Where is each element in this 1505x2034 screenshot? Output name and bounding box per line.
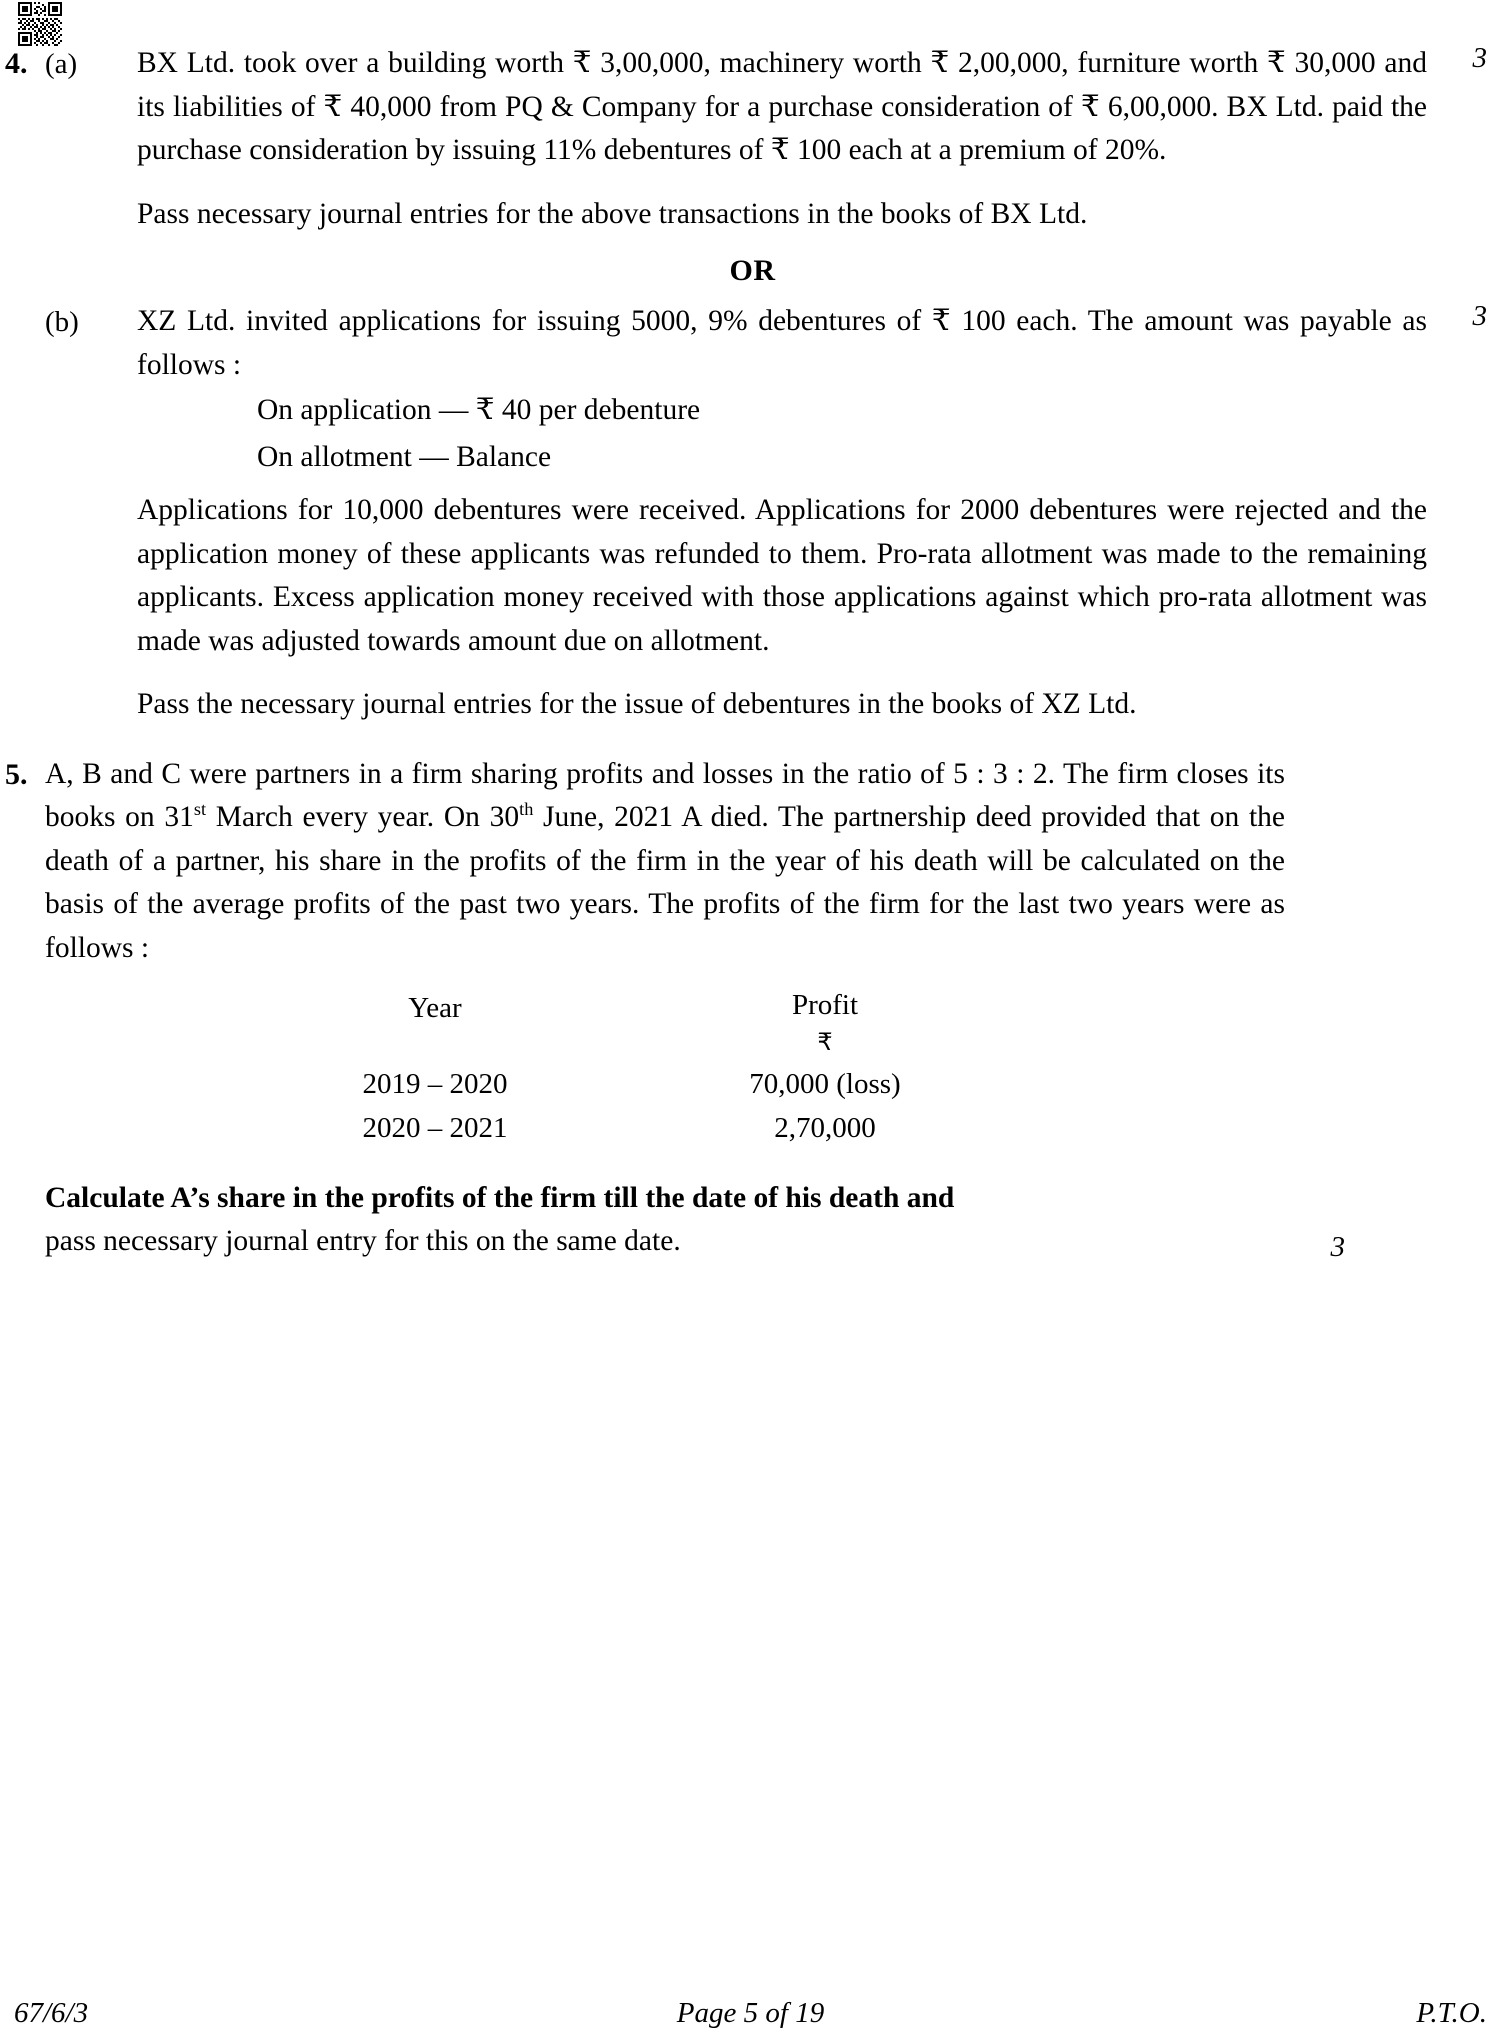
question-4b-body: [137, 300, 1427, 727]
page-footer: [0, 1997, 1505, 2030]
q5-bold-instruction: Calculate A’s share in the profits of the firm till the date of his death and: [45, 1182, 955, 1214]
question-5: [0, 753, 1505, 1264]
question-5-body: [45, 753, 1285, 1264]
q4b-paragraph-3: Pass the necessary journal entries for the issue of debentures in the books of XZ Ltd.: [137, 688, 1137, 720]
profit-table-header-row: [45, 986, 1285, 1062]
q4b-on-application: On application — ₹ 40 per debenture: [257, 394, 701, 426]
part-label-a: (a): [45, 48, 78, 80]
profit-row-1-profit: 2,70,000: [774, 1112, 876, 1144]
q4b-paragraph-1: XZ Ltd. invited applications for issuing 5000, 9% debentures of ₹ 100 each. The amount was payable as follows :: [137, 305, 1427, 381]
profit-header-text: Profit: [791, 989, 859, 1021]
question-4-part-b: [0, 300, 1505, 727]
q5-marks: 3: [1330, 1230, 1345, 1263]
question-content: [0, 42, 1505, 1264]
q5-sup-th: th: [519, 799, 534, 820]
question-number-4: 4.: [5, 47, 28, 80]
q5-text-part-2: March every year. On 30: [206, 801, 520, 833]
or-separator: OR: [729, 254, 776, 287]
part-label-b: (b): [45, 306, 79, 338]
profit-table-header-profit: [625, 986, 1025, 1062]
q5-normal-instruction: pass necessary journal entry for this on the same date.: [45, 1225, 681, 1257]
footer-pto: P.T.O.: [1416, 1997, 1487, 2029]
table-row: [45, 1106, 1285, 1150]
qr-code-icon: [18, 2, 62, 46]
table-row: [45, 1062, 1285, 1106]
footer-paper-code: 67/6/3: [14, 1997, 89, 2029]
question-4-part-a: [0, 42, 1505, 236]
question-4a-body: [137, 42, 1427, 236]
question-number-5: 5.: [5, 757, 28, 791]
q5-sup-st: st: [193, 799, 207, 820]
q5-text-part-1: A, B and C were partners in a firm sharing profits and losses in the ratio of 5 : 3 : 2. The firm closes its books on 31: [45, 757, 1285, 833]
q5-text-part-3: June, 2021 A died. The partnership deed provided that on the death of a partner, his share in the profits of the firm in the year of his death will be calculated on the basis of the average profits of the past two years. The profits of the firm for the last two years were as follows :: [45, 801, 1285, 964]
q5-paragraph-1: [45, 753, 1285, 971]
profit-row-0-year: 2019 – 2020: [362, 1068, 508, 1100]
q4b-on-allotment: On allotment — Balance: [257, 441, 552, 473]
profit-row-0-profit: 70,000 (loss): [749, 1068, 901, 1100]
q4b-paragraph-2: Applications for 10,000 debentures were received. Applications for 2000 debentures were rejected and the application money of these applicants was refunded to them. Pro-rata allotment was made to the remaining applicants. Excess application money received with those applications against which pro-rata allotment was made was adjusted towards amount due on allotment.: [137, 494, 1427, 657]
profit-row-1-year: 2020 – 2021: [362, 1112, 508, 1144]
q4b-marks: 3: [1472, 300, 1487, 332]
footer-page-number: Page 5 of 19: [676, 1997, 825, 2029]
profit-table-header-year: Year: [408, 992, 462, 1024]
profit-table: [45, 986, 1285, 1150]
q4a-paragraph-1: BX Ltd. took over a building worth ₹ 3,00,000, machinery worth ₹ 2,00,000, furniture worth ₹ 30,000 and its liabilities of ₹ 40,000 from PQ & Company for a purchase consideration of ₹ 6,00,000. BX Ltd. paid the purchase consideration by issuing 11% debentures of ₹ 100 each at a premium of 20%.: [137, 47, 1427, 166]
q4a-marks: 3: [1472, 42, 1487, 74]
profit-header-currency: ₹: [817, 1029, 833, 1056]
q4a-paragraph-2: Pass necessary journal entries for the above transactions in the books of BX Ltd.: [137, 197, 1088, 230]
